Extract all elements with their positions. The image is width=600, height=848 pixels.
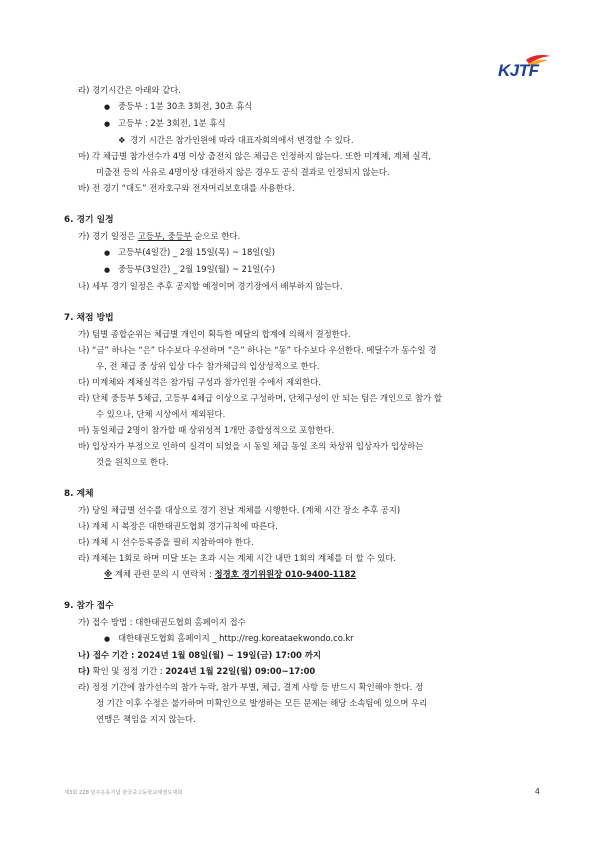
section-7-title: 7. 채점 방법	[64, 313, 114, 323]
bullet-high-school-dates: ● 고등부(4일간) _ 2월 15일(목) ~ 18일(일)	[64, 244, 544, 261]
note-text: 경기 시간은 참가인원에 따라 대표자회의에서 변경할 수 있다.	[130, 135, 354, 145]
correction-note-line2: 정 기간 이후 수정은 불가하며 미확인으로 발생하는 모든 문제는 해당 소속팀에 있으며 우리	[96, 698, 428, 708]
correction-period-value: 2024년 1월 22일(월) 09:00~17:00	[165, 666, 316, 676]
schedule-detail-note: 나) 세부 경기 일정은 추후 공지할 예정이며 경기장에서 배부하지 않는다.	[78, 281, 343, 291]
correction-period-label: 확인 및 정정 기간 :	[89, 666, 166, 676]
schedule-order-pre: 가) 경기 일정은	[78, 231, 138, 241]
rule-ra: 라) 경기시간은 아래와 같다.	[78, 85, 181, 95]
weighin-ra: 라) 계체는 1회로 하며 미달 또는 초과 시는 계체 시간 내만 1회의 계체를 더 할 수 있다.	[78, 553, 397, 563]
weighin-contact-label: 계체 관련 문의 시 연락처 :	[112, 569, 215, 579]
registration-period-text: 접수 기간 : 2024년 1월 08일(월) ~ 19일(금) 17:00 까지	[89, 650, 321, 660]
registration-method: 가) 접수 방법 : 대한태권도협회 홈페이지 접수	[78, 617, 246, 627]
rule-ma-line2: 미출전 등의 사유로 4명이상 대전하지 않은 경우도 공식 결과로 인정되지 않는다.	[96, 167, 390, 177]
reference-mark-icon: ※	[104, 569, 113, 579]
rule-ba: 바) 전 경기 “대도” 전자호구와 전자머리보호대를 사용한다.	[78, 183, 295, 193]
registration-url: ● 대한태권도협회 홈페이지 _ http://reg.koreataekwondo.co.kr	[64, 630, 544, 647]
scoring-ga: 가) 팀별 종합순위는 체급별 개인이 획득한 메달의 합계에 의해서 결정한다.	[78, 329, 351, 339]
weighin-na: 나) 계체 시 복장은 대한태권도협회 경기규칙에 따른다.	[78, 521, 278, 531]
document-body	[64, 82, 544, 727]
scoring-ra-line1: 라) 단체 중등부 5체급, 고등부 4체급 이상으로 구성하며, 단체구성이 안 되는 팀은 개인으로 참가 할	[78, 393, 442, 403]
section-6-title: 6. 경기 일정	[64, 215, 114, 225]
scoring-na-line1: 나) “금” 하나는 “은” 다수보다 우선하며 “은” 하나는 “동” 다수보다 우선한다. 메달수가 동수일 경	[78, 345, 437, 355]
weighin-ga: 가) 당일 체급별 선수를 대상으로 경기 전날 계체를 시행한다. (계체 시간 장소 추후 공지)	[78, 505, 401, 515]
section-9-title: 9. 참가 접수	[64, 601, 114, 611]
schedule-order-post: 순으로 한다.	[191, 231, 241, 241]
registration-period-mark: 나)	[78, 650, 90, 660]
weighin-da: 다) 계체 시 선수등록증을 필히 지참하여야 한다.	[78, 537, 254, 547]
bullet-high-school-time: ● 고등부 : 2분 3회전, 1분 휴식	[64, 115, 544, 132]
registration-period	[64, 647, 544, 663]
page-number: 4	[534, 787, 540, 796]
rule-ma-line1: 마) 각 체급별 참가선수가 4명 이상 출전치 않은 체급은 인정하지 않는다. 또한 미계체, 계체 실격,	[78, 151, 432, 161]
scoring-na-line2: 우, 전 체급 중 상위 입상 다수 참가체급의 입상성적으로 한다.	[96, 361, 320, 371]
scoring-ba-line2: 것을 원칙으로 한다.	[96, 457, 169, 467]
schedule-order	[64, 228, 544, 244]
correction-note-line1: 라) 정정 기간에 참가선수의 참가 누락, 참가 부별, 체급, 결계 사항 등 반드시 확인해야 한다. 정	[78, 682, 424, 692]
weighin-contact-value: 정경호 경기위원장 010-9400-1182	[214, 569, 357, 579]
scoring-da: 다) 미계체와 계체실격은 참가팀 구성과 참가인원 수에서 제외한다.	[78, 377, 321, 387]
correction-period-mark: 다)	[78, 666, 90, 676]
page-footer	[64, 789, 544, 799]
diamond-icon: ❖	[118, 135, 126, 145]
kjtf-logo	[496, 54, 554, 80]
correction-period	[64, 663, 544, 679]
correction-note-line3: 연맹은 책임을 지지 않는다.	[96, 714, 196, 724]
footer-event-name: 제3회 228 민주운동기념 한국중고등학교태권도대회	[64, 790, 183, 796]
bullet-middle-school-time: ● 중등부 : 1분 30초 3회전, 30초 휴식	[64, 98, 544, 115]
weighin-contact	[64, 566, 544, 582]
logo-text: KJTF	[498, 61, 539, 80]
bullet-middle-school-dates: ● 중등부(3일간) _ 2월 19일(월) ~ 21일(수)	[64, 261, 544, 278]
section-8-title: 8. 계체	[64, 489, 94, 499]
scoring-ma: 마) 동일체급 2명이 참가할 때 상위성적 1개만 종합성적으로 포함한다.	[78, 425, 335, 435]
note-time-change	[64, 132, 544, 148]
scoring-ra-line2: 수 있으나, 단체 시상에서 제외된다.	[96, 409, 226, 419]
scoring-ba-line1: 바) 입상자가 부정으로 인하여 실격이 되었을 시 동일 체급 동일 조의 차상위 입상자가 입상하는	[78, 441, 424, 451]
schedule-order-divisions: 고등부, 중등부	[137, 231, 192, 241]
